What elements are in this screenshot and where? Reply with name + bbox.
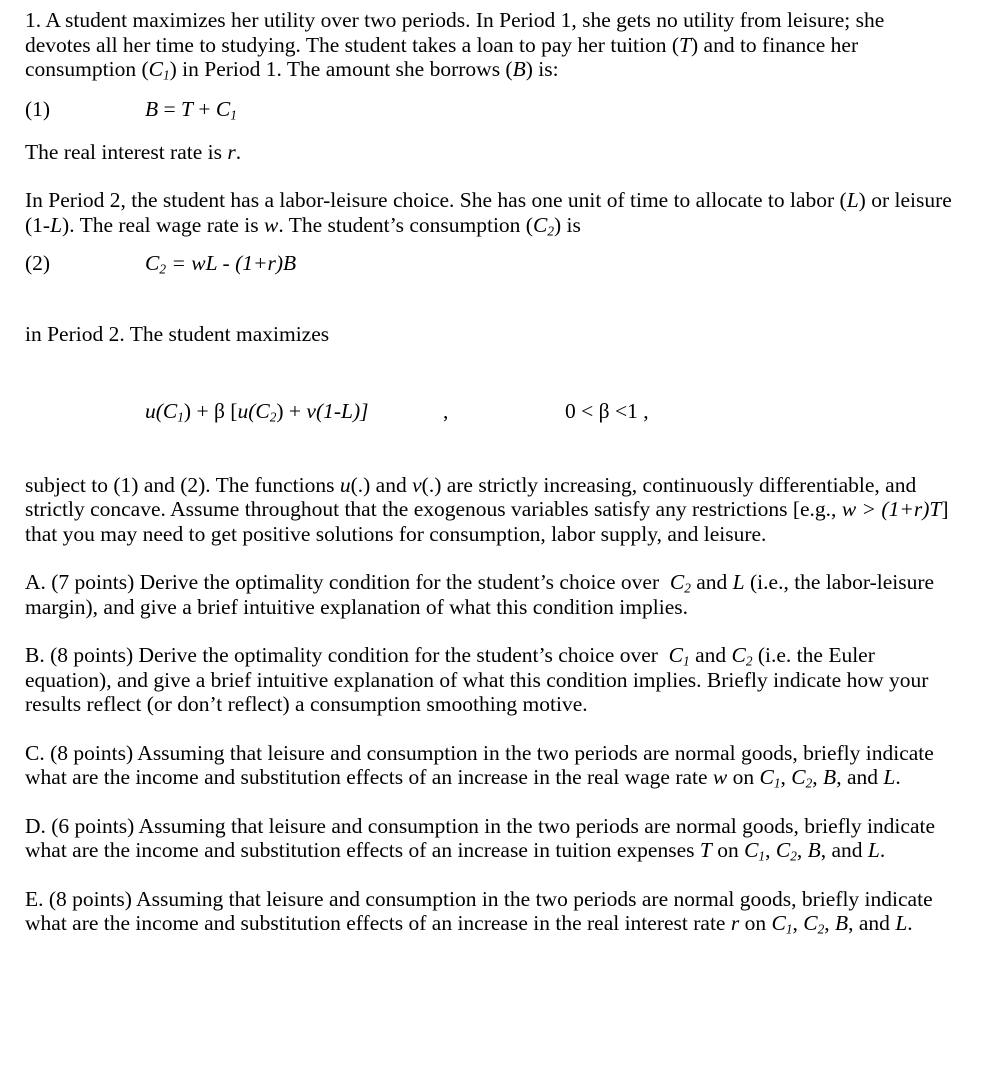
part-e-text: on — [739, 911, 772, 935]
equation-2 — [25, 251, 955, 275]
plus-sign: + — [193, 96, 216, 121]
var-T: T — [699, 838, 712, 862]
func-u: u — [237, 398, 249, 423]
part-a-text: and — [690, 570, 733, 594]
objective-part: (C — [248, 398, 270, 423]
var-w: w — [712, 765, 728, 789]
var-B: B — [145, 96, 159, 121]
interest-text: . — [235, 139, 242, 164]
assumption-text: (.) and — [350, 472, 413, 497]
intro-text: ) is: — [525, 57, 559, 81]
equals-sign: = — [158, 96, 182, 121]
var-B: B — [807, 838, 821, 862]
example-condition: w > (1+r)T — [841, 497, 942, 521]
var-B: B — [835, 911, 849, 935]
subscript: 2 — [684, 580, 691, 596]
part-c-text: C. (8 points) Assuming that leisure and consumption in the two periods are normal goods, briefly indicate what are the income and substitution effects of an increase in the real wage rate — [25, 740, 934, 789]
part-e-text: , and — [848, 911, 896, 935]
subscript: 2 — [805, 775, 813, 791]
var-B: B — [512, 57, 526, 81]
equation-1 — [25, 97, 955, 121]
var-L: L — [732, 570, 745, 594]
subscript: 2 — [159, 261, 167, 277]
var-T: T — [679, 32, 691, 57]
var-T: T — [181, 96, 193, 121]
problem-intro — [25, 8, 955, 82]
objective-function — [25, 399, 955, 423]
objective-expression — [145, 399, 369, 423]
part-b-text: (i.e. the Euler equation), and give a brief intuitive explanation of what this condition implies. Briefly indicate how your results reflect (or don’t reflect) a consumption smoothing motive. — [25, 643, 929, 716]
period2-text: In Period 2, the student has a labor-leisure choice. She has one unit of time to allocate to labor ( — [25, 188, 847, 212]
var-L: L — [50, 212, 63, 237]
intro-text: ) and to finance her consumption ( — [25, 32, 859, 81]
var-C: C — [145, 251, 160, 275]
var-C: C — [532, 212, 548, 237]
problem-number: 1. — [25, 8, 42, 32]
var-C: C — [731, 643, 746, 667]
var-C: C — [771, 911, 786, 935]
var-L: L — [883, 765, 896, 789]
part-e — [25, 887, 955, 936]
part-c-text: . — [895, 765, 901, 789]
assumption-text: subject to (1) and (2). The functions — [25, 472, 340, 497]
interest-rate-statement — [25, 140, 955, 165]
intro-text: A student maximizes her utility over two periods. In Period 1, she gets no utility from leisure; she devotes all her time to studying. The student takes a loan to pay her tuition ( — [25, 8, 885, 57]
objective-part: (C — [155, 398, 178, 423]
var-r: r — [227, 139, 236, 164]
equation-2-label: (2) — [25, 251, 51, 275]
intro-text: ) in Period 1. The amount she borrows ( — [169, 57, 513, 81]
part-e-text: , — [792, 911, 804, 935]
subscript: 1 — [177, 409, 184, 425]
equation-2-body — [145, 251, 296, 275]
subscript: 1 — [683, 653, 690, 669]
var-C: C — [215, 96, 231, 121]
var-L: L — [867, 838, 880, 862]
objective-part: ) + β [ — [183, 398, 238, 423]
equation-1-body — [145, 97, 237, 121]
part-e-text: . — [907, 911, 913, 935]
maximizes-statement: in Period 2. The student maximizes — [25, 322, 330, 346]
period2-text: ) is — [553, 212, 581, 237]
subscript: 2 — [817, 921, 825, 937]
var-B: B — [823, 765, 837, 789]
var-C: C — [803, 911, 818, 935]
part-b-text: and — [689, 643, 732, 667]
part-e-text: , — [824, 911, 835, 935]
assumptions-paragraph — [25, 473, 955, 547]
objective-part: ) + — [276, 398, 307, 423]
subscript: 1 — [773, 775, 781, 791]
part-d-text: D. (6 points) Assuming that leisure and consumption in the two periods are normal goods, briefly indicate what are the income and substitution effects of an increase in tuition expenses — [25, 813, 936, 862]
assumption-text: (.) are strictly increasing, continuously differentiable, and strictly concave. Assume throughout that the exogenous variables satisfy any restrictions [e.g., — [25, 472, 917, 521]
period2-text: ) or leisure (1- — [25, 188, 952, 237]
part-e-text: E. (8 points) Assuming that leisure and consumption in the two periods are normal goods, briefly indicate what are the income and substitution effects of an increase in the real interest rate — [25, 886, 933, 935]
func-u: u — [339, 472, 351, 497]
beta-constraint: 0 < β <1 , — [565, 398, 649, 423]
part-c — [25, 741, 955, 790]
part-c-text: , — [812, 765, 824, 789]
subscript: 1 — [785, 921, 793, 937]
subscript: 2 — [269, 409, 277, 425]
func-v: v — [412, 472, 422, 497]
part-d — [25, 814, 955, 863]
subscript: 2 — [547, 223, 554, 239]
var-L: L — [895, 911, 908, 935]
part-c-text: , — [780, 765, 792, 789]
subscript: 2 — [745, 653, 753, 669]
objective-part: (1-L)] — [315, 398, 369, 423]
part-d-text: , and — [820, 838, 868, 862]
var-C: C — [791, 765, 806, 789]
period2-text: . The student’s consumption ( — [278, 212, 533, 237]
var-C: C — [668, 643, 684, 667]
part-a — [25, 570, 955, 619]
equation-1-label: (1) — [25, 96, 51, 121]
part-d-text: , — [796, 838, 808, 862]
var-C: C — [744, 838, 759, 862]
func-v: v — [306, 398, 316, 423]
var-C: C — [669, 570, 685, 594]
var-C: C — [148, 57, 163, 81]
var-C: C — [759, 765, 774, 789]
var-L: L — [846, 188, 859, 212]
equation-2-rhs: = wL - (1+r)B — [166, 251, 297, 275]
problem-document — [25, 8, 955, 936]
part-d-text: . — [879, 838, 886, 862]
part-c-text: on — [727, 765, 760, 789]
part-a-text: A. (7 points) Derive the optimality condition for the student’s choice over — [25, 570, 670, 594]
subscript: 1 — [230, 107, 237, 123]
part-b — [25, 643, 955, 717]
var-w: w — [264, 212, 279, 237]
part-d-text: , — [765, 838, 776, 862]
var-C: C — [775, 838, 791, 862]
period-2-paragraph — [25, 188, 955, 237]
interest-text: The real interest rate is — [25, 139, 228, 164]
assumption-text: ] that you may need to get positive solutions for consumption, labor supply, and leisure. — [25, 497, 949, 546]
part-a-text: (i.e., the labor-leisure margin), and give a brief intuitive explanation of what this condition implies. — [25, 570, 935, 619]
subscript: 2 — [790, 848, 797, 864]
func-u: u — [145, 398, 156, 423]
var-r: r — [730, 911, 740, 935]
part-d-text: on — [711, 838, 745, 862]
subscript: 1 — [162, 67, 170, 83]
period2-text: ). The real wage rate is — [62, 212, 265, 237]
objective-comma: , — [443, 398, 449, 423]
part-c-text: , and — [836, 765, 884, 789]
subscript: 1 — [758, 848, 766, 864]
part-b-text: B. (8 points) Derive the optimality condition for the student’s choice over — [25, 643, 669, 667]
